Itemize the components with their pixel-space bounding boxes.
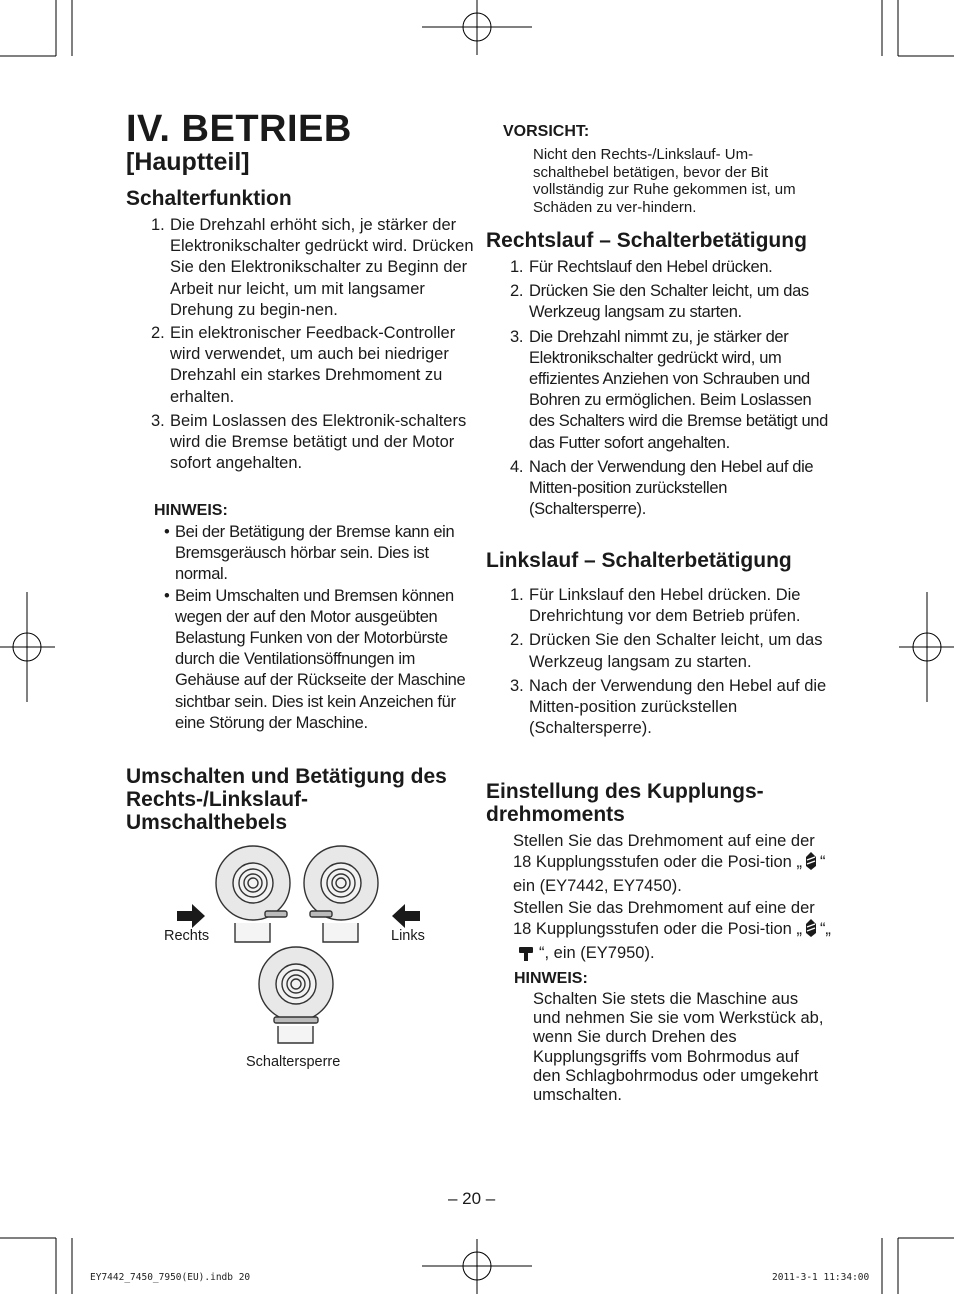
item-text: Drücken Sie den Schalter leicht, um das Werkzeug langsam zu starten. (529, 282, 809, 322)
kupplung-p1-post: “ ein (EY7442, EY7450). (513, 853, 826, 896)
bullet-item (164, 586, 474, 734)
vorsicht-text: Nicht den Rechts-/Linkslauf- Um-schalthebel betätigen, bevor der Bit vollständig zur Ruhe gekommen ist, um Schäden zu ver-hindern. (533, 146, 796, 216)
arrow-right-icon (177, 904, 205, 928)
item-text: Für Rechtslauf den Hebel drücken. (529, 258, 773, 276)
hinweis-label-kupplung: HINWEIS: (514, 970, 588, 987)
item-number: 1. (510, 258, 524, 276)
label-schaltersperre: Schaltersperre (246, 1054, 341, 1070)
item-text: Ein elektronischer Feedback-Controller wird verwendet, um auch bei niedriger Drehzahl ein starkes Drehmoment zu erhalten. (170, 324, 456, 406)
heading-umschalten: Umschalten und Betätigung des Rechts-/Linkslauf-Umschalthebels (126, 765, 447, 834)
item-text: Drücken Sie den Schalter leicht, um das Werkzeug langsam zu starten. (529, 631, 823, 671)
item-number: 3. (510, 676, 524, 695)
heading-linkslauf: Linkslauf – Schalterbetätigung (486, 549, 792, 572)
linkslauf-list (510, 585, 830, 742)
arrow-left-icon (392, 904, 420, 928)
label-links: Links (391, 928, 425, 944)
bullet-glyph: • (164, 586, 170, 605)
vorsicht-label: VORSICHT: (503, 123, 590, 140)
list-item (151, 411, 476, 475)
list-item (510, 676, 830, 740)
item-text: Beim Loslassen des Elektronik-schalters wird die Bremse betätigt und der Motor sofort angehalten. (170, 411, 467, 473)
page-subtitle: [Hauptteil] (126, 148, 250, 176)
bullet-glyph: • (164, 523, 170, 541)
item-text: Die Drehzahl erhöht sich, je stärker der Elektronikschalter gedrückt wird. Drücken Sie den Elektronikschalter zu Beginn der Arbeit nur leicht, um mit langsamer Drehung zu begin-nen. (170, 216, 474, 319)
drill-bit-icon (805, 852, 817, 876)
kupplung-p2-post: “, ein (EY7950). (539, 944, 655, 963)
page-number: – 20 – (448, 1189, 496, 1208)
item-number: 2. (510, 282, 524, 301)
item-number: 4. (510, 457, 524, 476)
list-item (510, 257, 830, 278)
kupplung-text (513, 831, 831, 967)
drill-bit-icon (805, 919, 817, 943)
item-text: Für Linkslauf den Hebel drücken. Die Drehrichtung vor dem Betrieb prüfen. (529, 586, 801, 626)
list-item (510, 327, 830, 454)
rechtslauf-list (510, 257, 830, 523)
list-item (510, 630, 830, 672)
heading-schalterfunktion: Schalterfunktion (126, 187, 292, 210)
item-number: 1. (510, 586, 524, 604)
kupplung-p1-pre: Stellen Sie das Drehmoment auf eine der 18 Kupplungsstufen oder die Posi-tion „ (513, 832, 815, 872)
item-text: Nach der Verwendung den Hebel auf die Mitten-position zurückstellen (Schaltersperre). (529, 676, 827, 738)
hinweis-label: HINWEIS: (154, 502, 228, 519)
hinweis-text-kupplung: Schalten Sie stets die Maschine aus und nehmen Sie sie vom Werkstück ab, wenn Sie durch Drehen des Kupplungsgriffs vom Bohrmodus auf den Schlagbohrmodus oder umgekehrt umschalten. (533, 990, 824, 1105)
bullet-item (164, 522, 474, 586)
footer-file: EY7442_7450_7950(EU).indb 20 (90, 1272, 251, 1283)
list-item (151, 215, 476, 321)
item-number: 1. (151, 216, 165, 234)
kupplung-p2-pre: Stellen Sie das Drehmoment auf eine der 18 Kupplungsstufen oder die Posi-tion „ (513, 898, 815, 938)
item-number: 3. (151, 411, 165, 430)
list-item (510, 457, 830, 521)
heading-rechtslauf: Rechtslauf – Schalterbetätigung (486, 229, 807, 252)
hinweis-bullets (164, 522, 474, 734)
item-number: 2. (510, 631, 524, 650)
item-number: 3. (510, 327, 524, 346)
list-item (151, 323, 476, 408)
heading-kupplung: Einstellung des Kupplungs-drehmoments (486, 780, 764, 826)
list-item (510, 281, 830, 323)
hammer-icon (518, 945, 534, 967)
bullet-text: Beim Umschalten und Bremsen können wegen der auf den Motor ausgeübten Belastung Funken von der Motorbürste durch die Ventilationsöffnungen im Gehäuse auf der Rückseite der Maschine sichtbar sein. Dies ist kein Anzeichen für eine Störung der Maschine. (175, 586, 466, 732)
bullet-text: Bei der Betätigung der Bremse kann ein Bremsgeräusch hörbar sein. Dies ist normal. (175, 523, 455, 584)
item-text: Nach der Verwendung den Hebel auf die Mitten-position zurückstellen (Schaltersperre). (529, 457, 814, 519)
switch-figure (160, 838, 450, 1068)
list-item (510, 585, 830, 627)
item-number: 2. (151, 324, 165, 343)
label-rechts: Rechts (164, 928, 210, 944)
footer-date: 2011-3-1 11:34:00 (772, 1272, 870, 1283)
schalter-list (151, 215, 476, 477)
item-text: Die Drehzahl nimmt zu, je stärker der Elektronikschalter gedrückt wird, um effizientes Anziehen von Schrauben und Bohren zu ermöglichen. Beim Loslassen des Schalters wird die Bremse betätigt und das Futter sofort angehalten. (529, 327, 828, 452)
page-title: IV. BETRIEB (126, 108, 352, 150)
kupplung-p2-mid: “„ (819, 919, 831, 938)
